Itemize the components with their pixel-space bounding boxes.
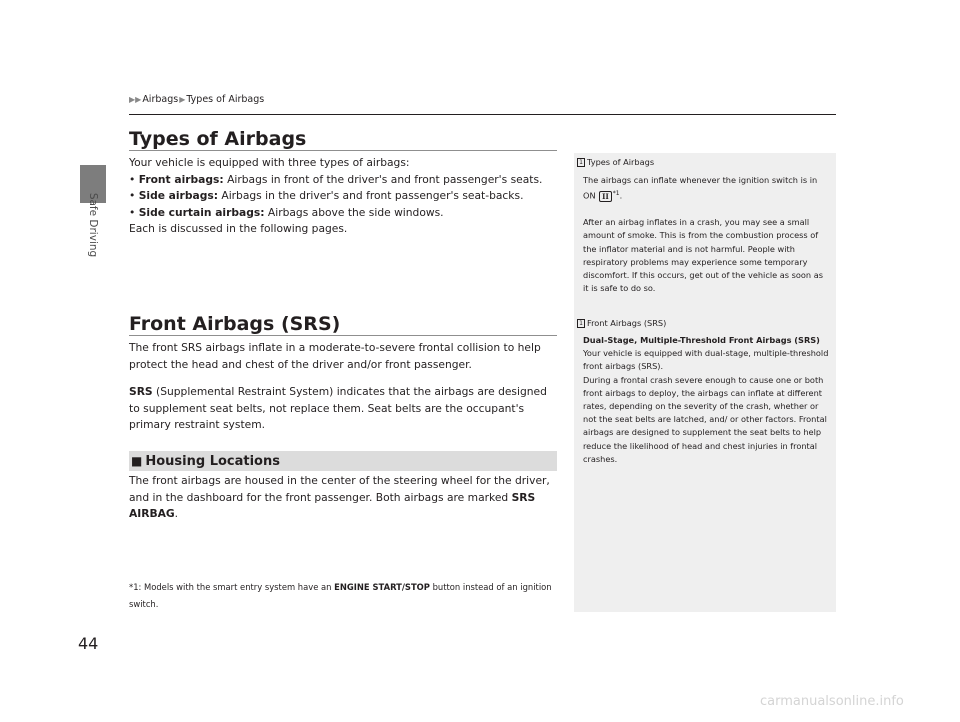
bullet-item: • Side curtain airbags: Airbags above the side windows. xyxy=(129,205,444,219)
ignition-on-icon: II xyxy=(599,191,612,202)
front-para-1: The front SRS airbags inflate in a moderate-to-severe frontal collision to help protect the head and chest of the driver and/or front passenger. xyxy=(129,341,541,371)
header-divider xyxy=(129,114,836,115)
bullet-item: • Side airbags: Airbags in the driver's and front passenger's seat-backs. xyxy=(129,189,524,202)
breadcrumb-item[interactable]: Airbags xyxy=(142,94,179,105)
section-title-types: Types of Airbags xyxy=(129,128,307,150)
section-title-divider xyxy=(129,335,557,336)
watermark: carmanualsonline.info xyxy=(760,694,904,709)
triangle-right-icon: ▶▶ xyxy=(129,95,142,104)
note-body-types: The airbags can inflate whenever the ignition switch is in ON II $^{*1}$. After an airbag inflates in a crash, you may see a small amount of smoke. This is from the combustion process of the inflator material and is not harmful. People with respiratory problems may experience some temporary discomfort. If this occurs, get out of the vehicle as soon as it is safe to do so. xyxy=(583,175,823,294)
housing-text: The front airbags are housed in the center of the steering wheel for the driver, and in the dashboard for the front passenger. Both airbags are marked SRS AIRBAG. xyxy=(129,474,550,520)
note-marker-icon: 1 xyxy=(577,319,585,328)
note-marker-icon: 1 xyxy=(577,158,585,167)
note-title-types[interactable]: 1 Types of Airbags xyxy=(577,157,654,167)
chapter-label: Safe Driving xyxy=(87,192,99,258)
subheading-housing: ■ Housing Locations xyxy=(129,451,557,471)
intro-text: Your vehicle is equipped with three types of airbags: xyxy=(129,156,410,169)
breadcrumb-item[interactable]: Types of Airbags xyxy=(186,94,265,105)
section-title-front: Front Airbags (SRS) xyxy=(129,313,341,335)
triangle-right-icon: ▶ xyxy=(179,95,186,104)
types-body xyxy=(129,155,559,238)
outro-text: Each is discussed in the following pages. xyxy=(129,222,348,235)
square-bullet-icon: ■ xyxy=(131,454,143,468)
note-body-front: Dual-Stage, Multiple-Threshold Front Airbags (SRS) Your vehicle is equipped with dual-stage, multiple-threshold front airbags (SRS). During a frontal crash severe enough to cause one or both front airbags to deploy, the airbags can inflate at different rates, depending on the severity of the crash, whether or not the seat belts are latched, and/ or other factors. Frontal airbags are designed to supplement the seat belts to help reduce the likelihood of head and chest injuries in frontal crashes. xyxy=(583,335,829,464)
note-title-front[interactable]: 1 Front Airbags (SRS) xyxy=(577,318,666,328)
footnote: *1: Models with the smart entry system have an ENGINE START/STOP button instead of an ignition switch. xyxy=(129,582,552,609)
front-para-2: SRS (Supplemental Restraint System) indicates that the airbags are designed to supplement seat belts, not replace them. Seat belts are the occupant's primary restraint system. xyxy=(129,385,547,431)
page-number: 44 xyxy=(78,634,99,653)
section-title-divider xyxy=(129,150,557,151)
bullet-item: • Front airbags: Airbags in front of the driver's and front passenger's seats. xyxy=(129,172,543,186)
breadcrumb xyxy=(129,94,264,105)
